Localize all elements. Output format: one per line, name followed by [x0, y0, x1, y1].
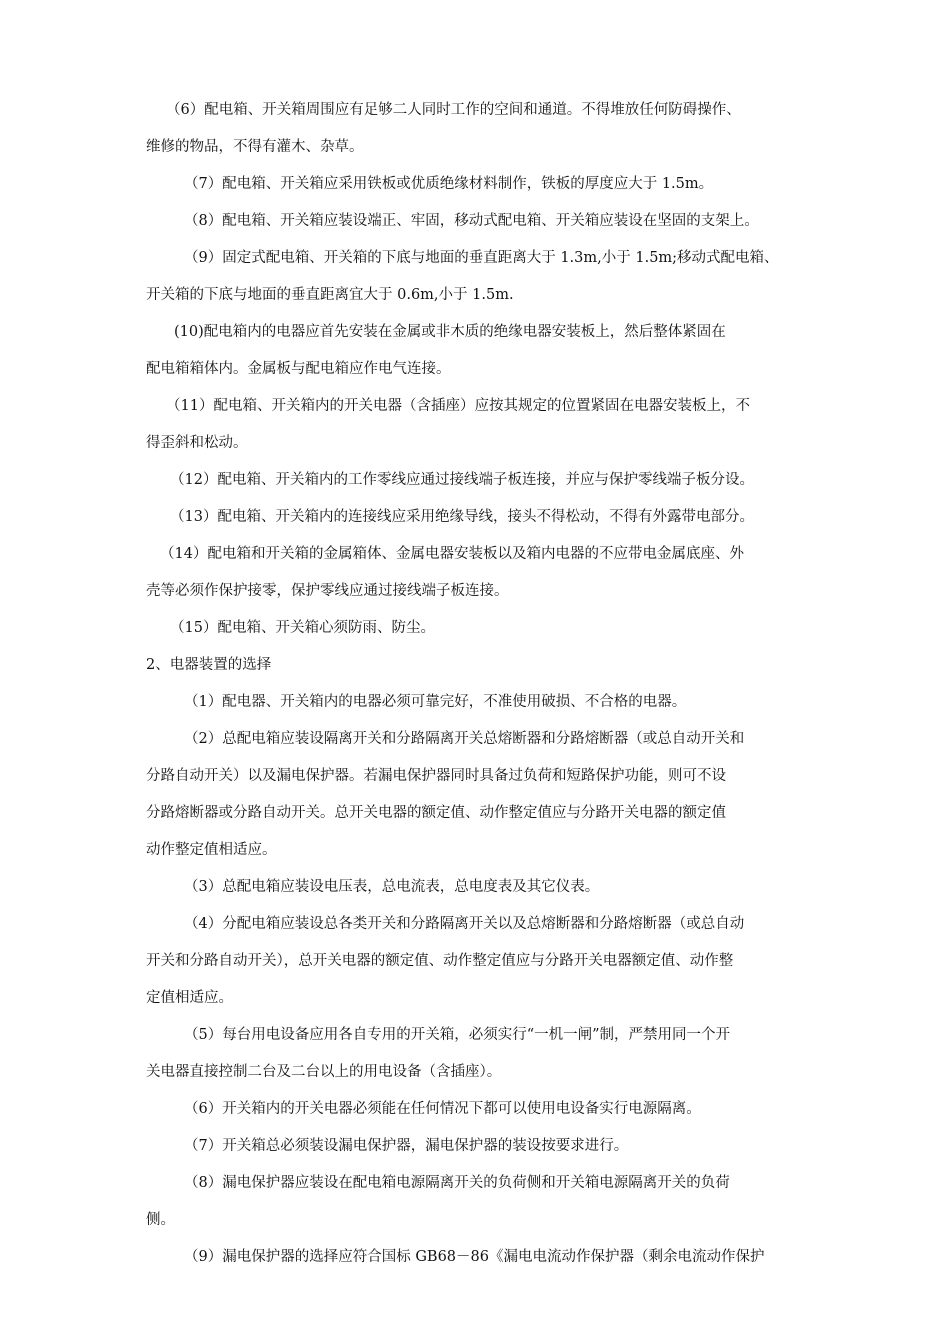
paragraph-line: （9）固定式配电箱、开关箱的下底与地面的垂直距离大于 1.3m,小于 1.5m;移动式配电箱、 [184, 250, 779, 266]
paragraph-line: 定值相适应。 [146, 990, 233, 1006]
paragraph-line: （11）配电箱、开关箱内的开关电器（含插座）应按其规定的位置紧固在电器安装板上，不 [166, 398, 750, 414]
paragraph-line: （9）漏电保护器的选择应符合国标 GB68－86《漏电电流动作保护器（剩余电流动作保护 [184, 1249, 765, 1265]
paragraph-line: （2）总配电箱应装设隔离开关和分路隔离开关总熔断器和分路熔断器（或总自动开关和 [184, 731, 745, 747]
section-heading [146, 647, 814, 684]
paragraph-15 [146, 610, 814, 647]
paragraph-line: （8）漏电保护器应装设在配电箱电源隔离开关的负荷侧和开关箱电源隔离开关的负荷 [184, 1175, 730, 1191]
item-3 [146, 869, 814, 906]
paragraph-7 [146, 166, 814, 203]
paragraph-line: 动作整定值相适应。 [146, 842, 277, 858]
paragraph-line: 得歪斜和松动。 [146, 435, 248, 451]
paragraph-line: （5）每台用电设备应用各自专用的开关箱，必须实行“一机一闸”制，严禁用同一个开 [184, 1027, 731, 1043]
paragraph-line: （15）配电箱、开关箱心须防雨、防尘。 [170, 620, 435, 636]
paragraph-line: （4）分配电箱应装设总各类开关和分路隔离开关以及总熔断器和分路熔断器（或总自动 [184, 916, 745, 932]
item-7 [146, 1128, 814, 1165]
paragraph-line: 开关箱的下底与地面的垂直距离宜大于 0.6m,小于 1.5m. [146, 287, 514, 303]
item-1 [146, 684, 814, 721]
item-8 [146, 1165, 814, 1239]
paragraph-6 [146, 92, 814, 166]
paragraph-line: 分路熔断器或分路自动开关。总开关电器的额定值、动作整定值应与分路开关电器的额定值 [146, 805, 726, 821]
paragraph-8 [146, 203, 814, 240]
paragraph-line: （8）配电箱、开关箱应装设端正、牢固，移动式配电箱、开关箱应装设在坚固的支架上。 [184, 213, 759, 229]
paragraph-line: 配电箱箱体内。金属板与配电箱应作电气连接。 [146, 361, 451, 377]
paragraph-10 [146, 314, 814, 388]
item-2 [146, 721, 814, 869]
paragraph-12 [146, 462, 814, 499]
paragraph-line: （14）配电箱和开关箱的金属箱体、金属电器安装板以及箱内电器的不应带电金属底座、外 [160, 546, 744, 562]
item-5 [146, 1017, 814, 1091]
paragraph-9 [146, 240, 814, 314]
paragraph-line: （7）配电箱、开关箱应采用铁板或优质绝缘材料制作，铁板的厚度应大于 1.5m。 [184, 176, 714, 192]
paragraph-14 [146, 536, 814, 610]
item-9 [146, 1239, 814, 1276]
paragraph-line: （3）总配电箱应装设电压表，总电流表，总电度表及其它仪表。 [184, 879, 600, 895]
paragraph-line: 维修的物品，不得有灌木、杂草。 [146, 139, 364, 155]
paragraph-line: （12）配电箱、开关箱内的工作零线应通过接线端子板连接，并应与保护零线端子板分设。 [170, 472, 754, 488]
paragraph-line: 开关和分路自动开关），总开关电器的额定值、动作整定值应与分路开关电器额定值、动作整 [146, 953, 734, 969]
item-4 [146, 906, 814, 1017]
paragraph-line: （6）配电箱、开关箱周围应有足够二人同时工作的空间和通道。不得堆放任何防碍操作、 [166, 102, 741, 118]
paragraph-line: (10)配电箱内的电器应首先安装在金属或非木质的绝缘电器安装板上，然后整体紧固在 [174, 324, 726, 340]
document-body [146, 92, 814, 1276]
paragraph-line: 分路自动开关）以及漏电保护器。若漏电保护器同时具备过负荷和短路保护功能，则可不设 [146, 768, 726, 784]
paragraph-line: 侧。 [146, 1212, 175, 1228]
paragraph-line: （7）开关箱总必须装设漏电保护器，漏电保护器的装设按要求进行。 [184, 1138, 629, 1154]
paragraph-13 [146, 499, 814, 536]
paragraph-line: （13）配电箱、开关箱内的连接线应采用绝缘导线，接头不得松动，不得有外露带电部分。 [170, 509, 754, 525]
paragraph-line: 壳等必须作保护接零，保护零线应通过接线端子板连接。 [146, 583, 509, 599]
section-title: 2、电器装置的选择 [146, 657, 272, 673]
paragraph-line: 关电器直接控制二台及二台以上的用电设备（含插座）。 [146, 1064, 502, 1080]
paragraph-line: （1）配电器、开关箱内的电器必须可靠完好，不准使用破损、不合格的电器。 [184, 694, 687, 710]
item-6 [146, 1091, 814, 1128]
paragraph-11 [146, 388, 814, 462]
paragraph-line: （6）开关箱内的开关电器必须能在任何情况下都可以使用电设备实行电源隔离。 [184, 1101, 701, 1117]
